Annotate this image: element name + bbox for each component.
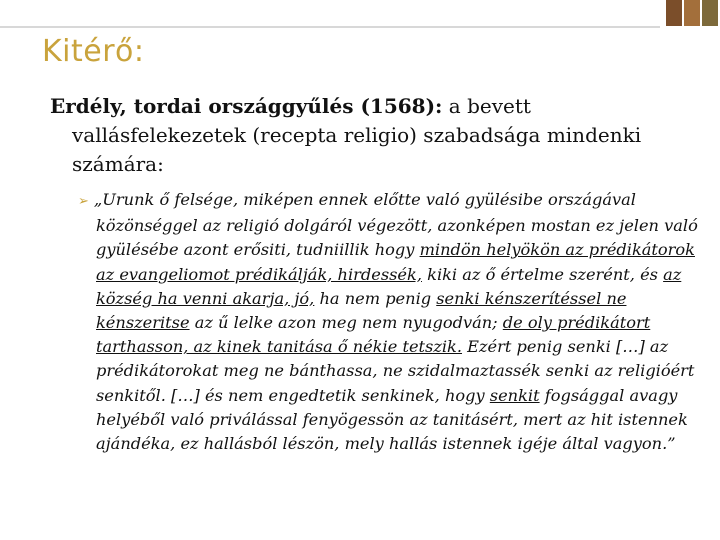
underlined-phrase: senkit bbox=[489, 385, 540, 405]
quote-segment: Ezért penig senki […] az prédikátorokat meg ne bánthassa, ne szidalmaztassék senki az religióért senkitől. […] és nem engedtetik senkinek, hogy bbox=[96, 337, 695, 405]
header-decoration bbox=[666, 0, 720, 26]
underlined-phrase: mindön helyökön az prédikátorok az evangeliomot prédikálják, hirdessék, bbox=[96, 240, 695, 284]
quote-segment: ha nem penig bbox=[314, 288, 437, 308]
quote-segment: fogsággal avagy helyéből való priválással fenyögessön az tanitásért, mert az hit istennek ajándéka, ez hallásból lészön, mely hallás istennek igéje által vagyon.” bbox=[96, 385, 688, 454]
bullet-text: a bevett vallásfelekezetek (recepta religio) szabadsága mindenki számára: bbox=[72, 94, 642, 176]
underlined-phrase: az község ha venni akarja, jó, bbox=[96, 264, 682, 308]
quote-bullet bbox=[78, 188, 706, 456]
quote-segment: kiki az ő értelme szerént, és bbox=[421, 264, 664, 284]
underlined-phrase: de oly prédikátort tarthasson, az kinek tanitása ő nékie tetszik. bbox=[96, 313, 651, 357]
quote-segment: „Urunk ő felsége, miképen ennek előtte való gyülésibe országával közönséggel az religió dolgáról végezött, azonképen mostan ez jelen való gyülésébe azont erősiti, tudniillik hogy bbox=[93, 190, 698, 260]
quote-segment: az ű lelke azon meg nem nyugodván; bbox=[189, 313, 503, 333]
main-bullet bbox=[50, 92, 692, 179]
decoration-block bbox=[666, 0, 682, 26]
slide-title: Kitérő: bbox=[42, 34, 145, 69]
underlined-phrase: senki kénszerítéssel ne kénszeritse bbox=[96, 288, 627, 333]
decoration-block bbox=[702, 0, 718, 26]
arrow-right-icon: ➢ bbox=[78, 194, 89, 209]
bullet-heading: Erdély, tordai országgyűlés (1568): bbox=[50, 94, 443, 118]
header-rule bbox=[0, 26, 660, 28]
decoration-block bbox=[684, 0, 700, 26]
quote-text bbox=[94, 190, 698, 453]
